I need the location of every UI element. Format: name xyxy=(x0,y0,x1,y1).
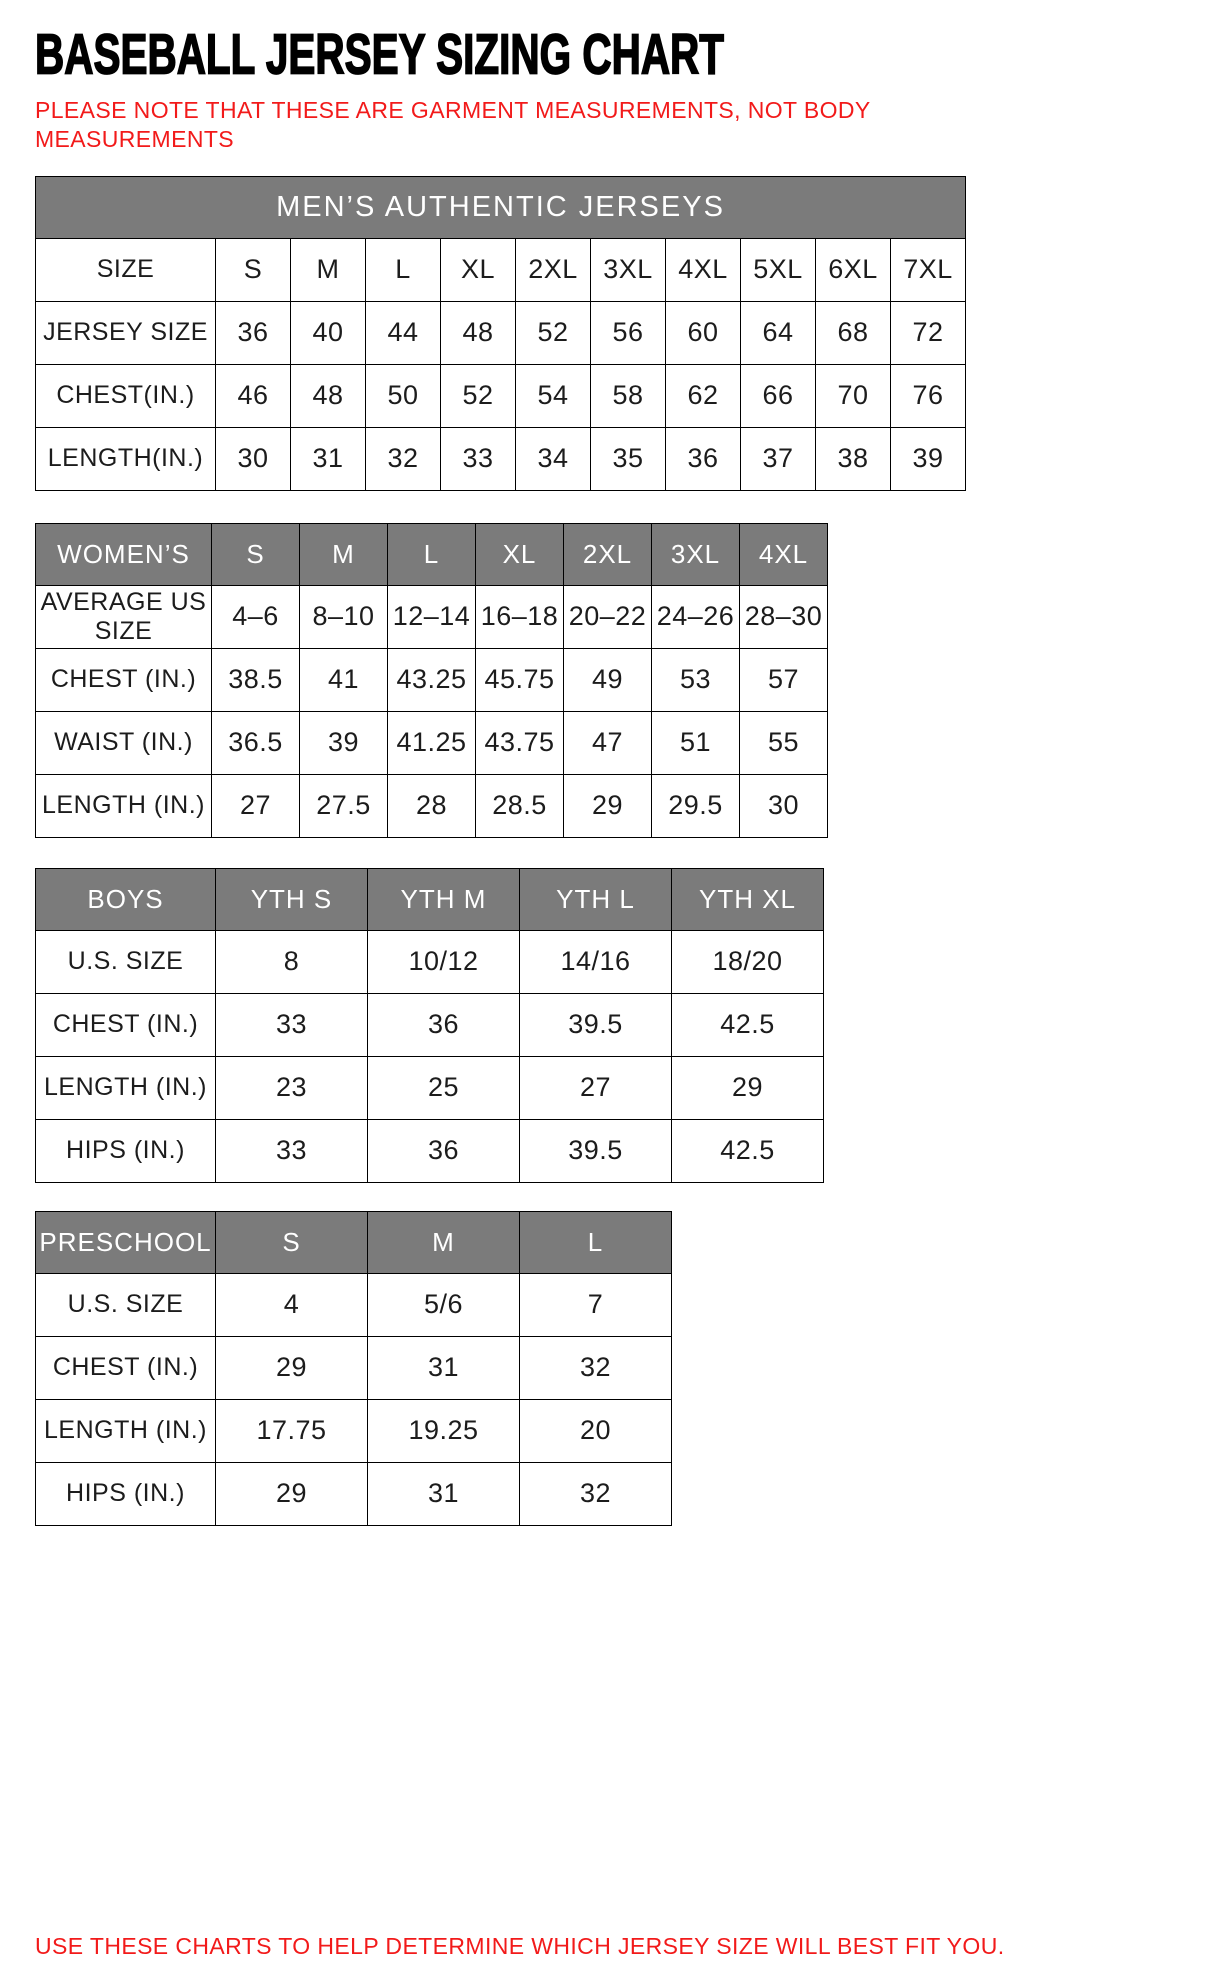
mens-value-cell: 54 xyxy=(516,364,591,427)
boys-value-cell: 39.5 xyxy=(520,1119,672,1182)
preschool-value-cell: 4 xyxy=(216,1273,368,1336)
mens-value-cell: 37 xyxy=(741,427,816,490)
mens-value-cell: 39 xyxy=(891,427,966,490)
preschool-value-cell: 32 xyxy=(520,1336,672,1399)
boys-sizing-table xyxy=(0,868,1220,1183)
womens-row-label: LENGTH (IN.) xyxy=(36,774,212,837)
womens-column-header: 4XL xyxy=(740,523,828,585)
mens-value-cell: 7XL xyxy=(891,238,966,301)
mens-value-cell: 34 xyxy=(516,427,591,490)
boys-table-row xyxy=(36,993,824,1056)
boys-table-row xyxy=(36,1056,824,1119)
preschool-value-cell: 31 xyxy=(368,1462,520,1525)
womens-column-header: XL xyxy=(476,523,564,585)
preschool-value-cell: 17.75 xyxy=(216,1399,368,1462)
boys-value-cell: 39.5 xyxy=(520,993,672,1056)
mens-row-label: CHEST(IN.) xyxy=(36,364,216,427)
mens-value-cell: 52 xyxy=(441,364,516,427)
womens-value-cell: 36.5 xyxy=(212,711,300,774)
preschool-value-cell: 7 xyxy=(520,1273,672,1336)
mens-value-cell: 38 xyxy=(816,427,891,490)
mens-value-cell: 70 xyxy=(816,364,891,427)
womens-value-cell: 27.5 xyxy=(300,774,388,837)
mens-value-cell: S xyxy=(216,238,291,301)
womens-value-cell: 29 xyxy=(564,774,652,837)
preschool-table-row xyxy=(36,1273,672,1336)
boys-row-label: LENGTH (IN.) xyxy=(36,1056,216,1119)
mens-table-row xyxy=(36,364,966,427)
mens-value-cell: 66 xyxy=(741,364,816,427)
mens-size-table xyxy=(35,176,966,491)
womens-value-cell: 12–14 xyxy=(388,585,476,648)
mens-row-label: SIZE xyxy=(36,238,216,301)
boys-column-header: YTH XL xyxy=(672,868,824,930)
boys-value-cell: 23 xyxy=(216,1056,368,1119)
womens-value-cell: 41.25 xyxy=(388,711,476,774)
mens-value-cell: 31 xyxy=(291,427,366,490)
womens-value-cell: 57 xyxy=(740,648,828,711)
womens-value-cell: 28.5 xyxy=(476,774,564,837)
boys-value-cell: 27 xyxy=(520,1056,672,1119)
boys-table-row xyxy=(36,930,824,993)
womens-column-header: M xyxy=(300,523,388,585)
preschool-sizing-table xyxy=(0,1211,1220,1526)
womens-value-cell: 8–10 xyxy=(300,585,388,648)
mens-row-label: JERSEY SIZE xyxy=(36,301,216,364)
preschool-column-header: L xyxy=(520,1211,672,1273)
footer-note: USE THESE CHARTS TO HELP DETERMINE WHICH JERSEY SIZE WILL BEST FIT YOU. xyxy=(35,1933,1005,1959)
womens-value-cell: 28–30 xyxy=(740,585,828,648)
preschool-row-label: HIPS (IN.) xyxy=(36,1462,216,1525)
mens-value-cell: 58 xyxy=(591,364,666,427)
womens-row-label: CHEST (IN.) xyxy=(36,648,212,711)
mens-value-cell: 36 xyxy=(216,301,291,364)
womens-value-cell: 41 xyxy=(300,648,388,711)
boys-value-cell: 42.5 xyxy=(672,1119,824,1182)
mens-value-cell: 32 xyxy=(366,427,441,490)
boys-value-cell: 36 xyxy=(368,993,520,1056)
boys-value-cell: 33 xyxy=(216,1119,368,1182)
mens-value-cell: 3XL xyxy=(591,238,666,301)
mens-value-cell: 48 xyxy=(441,301,516,364)
boys-value-cell: 10/12 xyxy=(368,930,520,993)
mens-value-cell: L xyxy=(366,238,441,301)
mens-table-row xyxy=(36,238,966,301)
page-title: BASEBALL JERSEY SIZING CHART xyxy=(35,22,725,86)
womens-value-cell: 30 xyxy=(740,774,828,837)
womens-value-cell: 49 xyxy=(564,648,652,711)
womens-column-header: 2XL xyxy=(564,523,652,585)
womens-row-label: AVERAGE US SIZE xyxy=(36,585,212,648)
womens-value-cell: 53 xyxy=(652,648,740,711)
boys-row-label: U.S. SIZE xyxy=(36,930,216,993)
mens-value-cell: 35 xyxy=(591,427,666,490)
mens-value-cell: 6XL xyxy=(816,238,891,301)
preschool-value-cell: 29 xyxy=(216,1462,368,1525)
boys-value-cell: 42.5 xyxy=(672,993,824,1056)
mens-value-cell: 40 xyxy=(291,301,366,364)
mens-value-cell: 44 xyxy=(366,301,441,364)
preschool-table-title-cell: PRESCHOOL xyxy=(36,1211,216,1273)
womens-value-cell: 43.25 xyxy=(388,648,476,711)
boys-table-title-cell: BOYS xyxy=(36,868,216,930)
womens-sizing-table xyxy=(0,523,1220,838)
boys-row-label: HIPS (IN.) xyxy=(36,1119,216,1182)
womens-column-header: S xyxy=(212,523,300,585)
mens-value-cell: 56 xyxy=(591,301,666,364)
boys-value-cell: 8 xyxy=(216,930,368,993)
preschool-value-cell: 20 xyxy=(520,1399,672,1462)
mens-value-cell: 64 xyxy=(741,301,816,364)
womens-value-cell: 28 xyxy=(388,774,476,837)
womens-value-cell: 38.5 xyxy=(212,648,300,711)
mens-value-cell: 36 xyxy=(666,427,741,490)
mens-value-cell: 4XL xyxy=(666,238,741,301)
womens-value-cell: 27 xyxy=(212,774,300,837)
mens-value-cell: 52 xyxy=(516,301,591,364)
mens-table-row xyxy=(36,427,966,490)
womens-value-cell: 20–22 xyxy=(564,585,652,648)
mens-value-cell: 60 xyxy=(666,301,741,364)
womens-value-cell: 45.75 xyxy=(476,648,564,711)
mens-value-cell: 50 xyxy=(366,364,441,427)
womens-size-table xyxy=(35,523,828,838)
womens-value-cell: 55 xyxy=(740,711,828,774)
mens-value-cell: 2XL xyxy=(516,238,591,301)
womens-column-header: 3XL xyxy=(652,523,740,585)
womens-value-cell: 51 xyxy=(652,711,740,774)
womens-value-cell: 39 xyxy=(300,711,388,774)
mens-row-label: LENGTH(IN.) xyxy=(36,427,216,490)
mens-value-cell: 33 xyxy=(441,427,516,490)
womens-value-cell: 43.75 xyxy=(476,711,564,774)
mens-value-cell: M xyxy=(291,238,366,301)
womens-row-label: WAIST (IN.) xyxy=(36,711,212,774)
preschool-value-cell: 5/6 xyxy=(368,1273,520,1336)
boys-column-header: YTH L xyxy=(520,868,672,930)
preschool-column-header: M xyxy=(368,1211,520,1273)
boys-value-cell: 25 xyxy=(368,1056,520,1119)
preschool-row-label: CHEST (IN.) xyxy=(36,1336,216,1399)
womens-value-cell: 29.5 xyxy=(652,774,740,837)
preschool-table-row xyxy=(36,1399,672,1462)
preschool-size-table xyxy=(35,1211,672,1526)
mens-authentic-jerseys-table xyxy=(0,176,1220,491)
mens-value-cell: 62 xyxy=(666,364,741,427)
womens-table-row xyxy=(36,648,828,711)
womens-table-title-cell: WOMEN’S xyxy=(36,523,212,585)
womens-column-header: L xyxy=(388,523,476,585)
mens-value-cell: 48 xyxy=(291,364,366,427)
preschool-value-cell: 19.25 xyxy=(368,1399,520,1462)
mens-value-cell: 76 xyxy=(891,364,966,427)
boys-value-cell: 14/16 xyxy=(520,930,672,993)
mens-table-banner: MEN’S AUTHENTIC JERSEYS xyxy=(36,176,966,238)
womens-value-cell: 4–6 xyxy=(212,585,300,648)
boys-table-row xyxy=(36,1119,824,1182)
mens-value-cell: 30 xyxy=(216,427,291,490)
boys-value-cell: 33 xyxy=(216,993,368,1056)
preschool-table-row xyxy=(36,1336,672,1399)
mens-table-row xyxy=(36,301,966,364)
mens-value-cell: 46 xyxy=(216,364,291,427)
preschool-value-cell: 29 xyxy=(216,1336,368,1399)
boys-column-header: YTH M xyxy=(368,868,520,930)
preschool-row-label: LENGTH (IN.) xyxy=(36,1399,216,1462)
womens-value-cell: 47 xyxy=(564,711,652,774)
mens-value-cell: 72 xyxy=(891,301,966,364)
boys-size-table xyxy=(35,868,824,1183)
preschool-column-header: S xyxy=(216,1211,368,1273)
womens-table-row xyxy=(36,585,828,648)
womens-value-cell: 16–18 xyxy=(476,585,564,648)
preschool-value-cell: 32 xyxy=(520,1462,672,1525)
womens-table-row xyxy=(36,774,828,837)
boys-value-cell: 36 xyxy=(368,1119,520,1182)
mens-value-cell: 68 xyxy=(816,301,891,364)
preschool-table-row xyxy=(36,1462,672,1525)
womens-table-row xyxy=(36,711,828,774)
mens-value-cell: 5XL xyxy=(741,238,816,301)
garment-measurement-note: PLEASE NOTE THAT THESE ARE GARMENT MEASUREMENTS, NOT BODY MEASUREMENTS xyxy=(35,97,871,153)
preschool-row-label: U.S. SIZE xyxy=(36,1273,216,1336)
mens-value-cell: XL xyxy=(441,238,516,301)
boys-value-cell: 29 xyxy=(672,1056,824,1119)
boys-value-cell: 18/20 xyxy=(672,930,824,993)
preschool-value-cell: 31 xyxy=(368,1336,520,1399)
boys-column-header: YTH S xyxy=(216,868,368,930)
boys-row-label: CHEST (IN.) xyxy=(36,993,216,1056)
womens-value-cell: 24–26 xyxy=(652,585,740,648)
